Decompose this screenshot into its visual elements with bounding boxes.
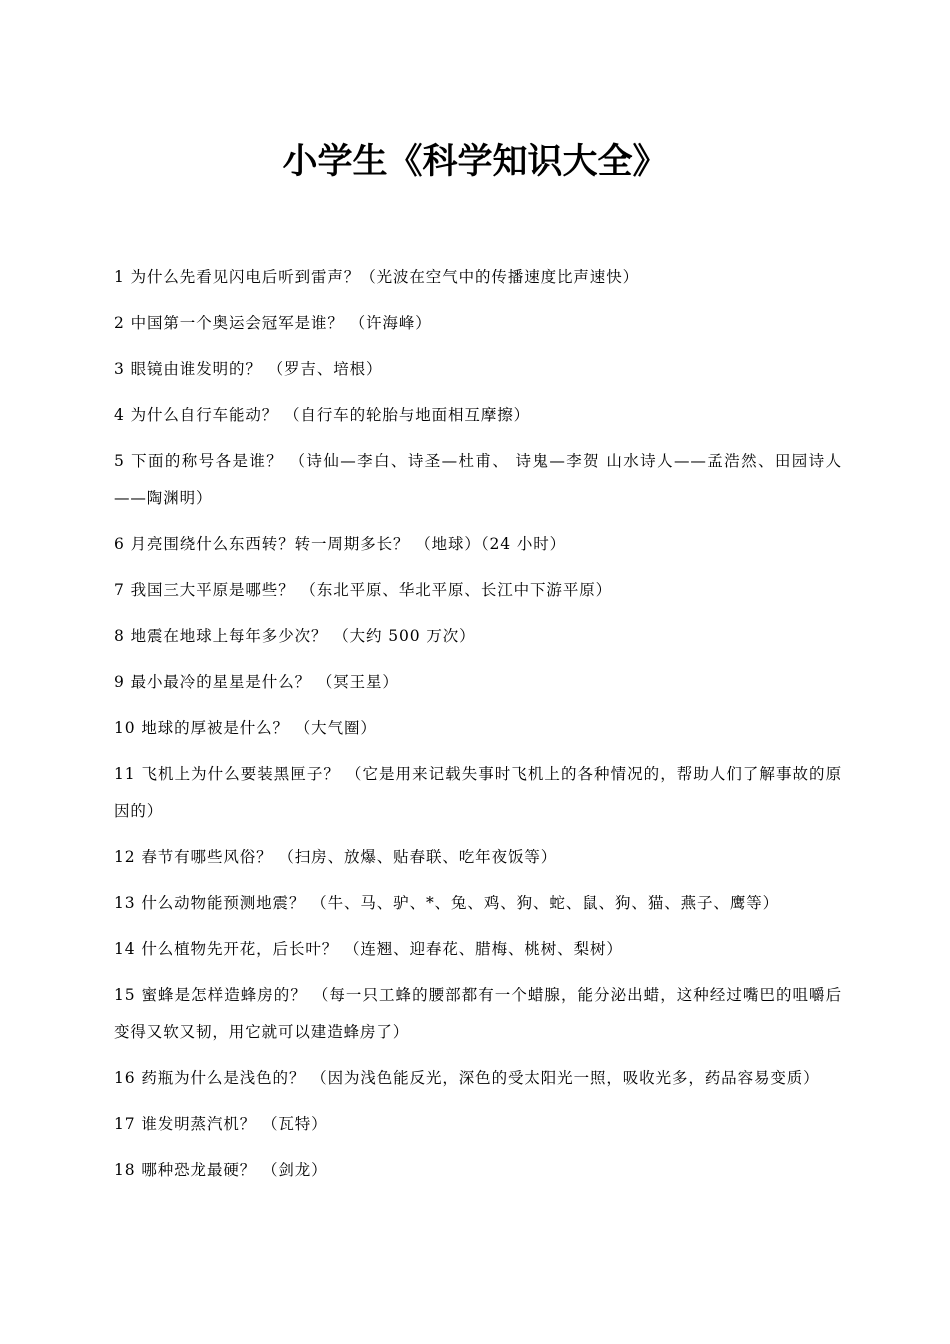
list-item: 16 药瓶为什么是浅色的？ （因为浅色能反光，深色的受太阳光一照，吸收光多，药品容易变质） (114, 1069, 820, 1087)
list-item: 4 为什么自行车能动？ （自行车的轮胎与地面相互摩擦） (114, 406, 531, 424)
list-item: 17 谁发明蒸汽机？ （瓦特） (114, 1115, 328, 1133)
list-item: 15 蜜蜂是怎样造蜂房的？ （每一只工蜂的腰部都有一个蜡腺，能分泌出蜡，这种经过嘴巴的咀嚼后变得又软又韧，用它就可以建造蜂房了） (114, 986, 842, 1041)
page-title: 小学生《科学知识大全》 (282, 142, 668, 182)
list-item: 9 最小最冷的星星是什么？ （冥王星） (114, 673, 399, 691)
list-item: 13 什么动物能预测地震？ （牛、马、驴、*、兔、鸡、狗、蛇、鼠、狗、猫、燕子、鹰等） (114, 894, 780, 912)
list-item: 12 春节有哪些风俗？ （扫房、放爆、贴春联、吃年夜饭等） (114, 848, 558, 866)
list-item: 5 下面的称号各是谁？ （诗仙—李白、诗圣—杜甫、 诗鬼—李贺 山水诗人——孟浩然、田园诗人——陶渊明） (114, 452, 842, 507)
list-item: 1 为什么先看见闪电后听到雷声？（光波在空气中的传播速度比声速快） (114, 268, 639, 286)
list-item: 2 中国第一个奥运会冠军是谁？ （许海峰） (114, 314, 432, 332)
qa-list (114, 259, 842, 1198)
list-item: 14 什么植物先开花，后长叶？ （连翘、迎春花、腊梅、桃树、梨树） (114, 940, 623, 958)
list-item: 7 我国三大平原是哪些？ （东北平原、华北平原、长江中下游平原） (114, 581, 613, 599)
list-item: 18 哪种恐龙最硬？ （剑龙） (114, 1161, 328, 1179)
list-item: 11 飞机上为什么要装黑匣子？ （它是用来记载失事时飞机上的各种情况的，帮助人们了解事故的原因的） (114, 765, 842, 820)
list-item: 3 眼镜由谁发明的？ （罗吉、培根） (114, 360, 383, 378)
list-item: 8 地震在地球上每年多少次？ （大约 500 万次） (114, 627, 476, 645)
list-item: 6 月亮围绕什么东西转？转一周期多长？ （地球）（24 小时） (114, 535, 567, 553)
list-item: 10 地球的厚被是什么？ （大气圈） (114, 719, 377, 737)
